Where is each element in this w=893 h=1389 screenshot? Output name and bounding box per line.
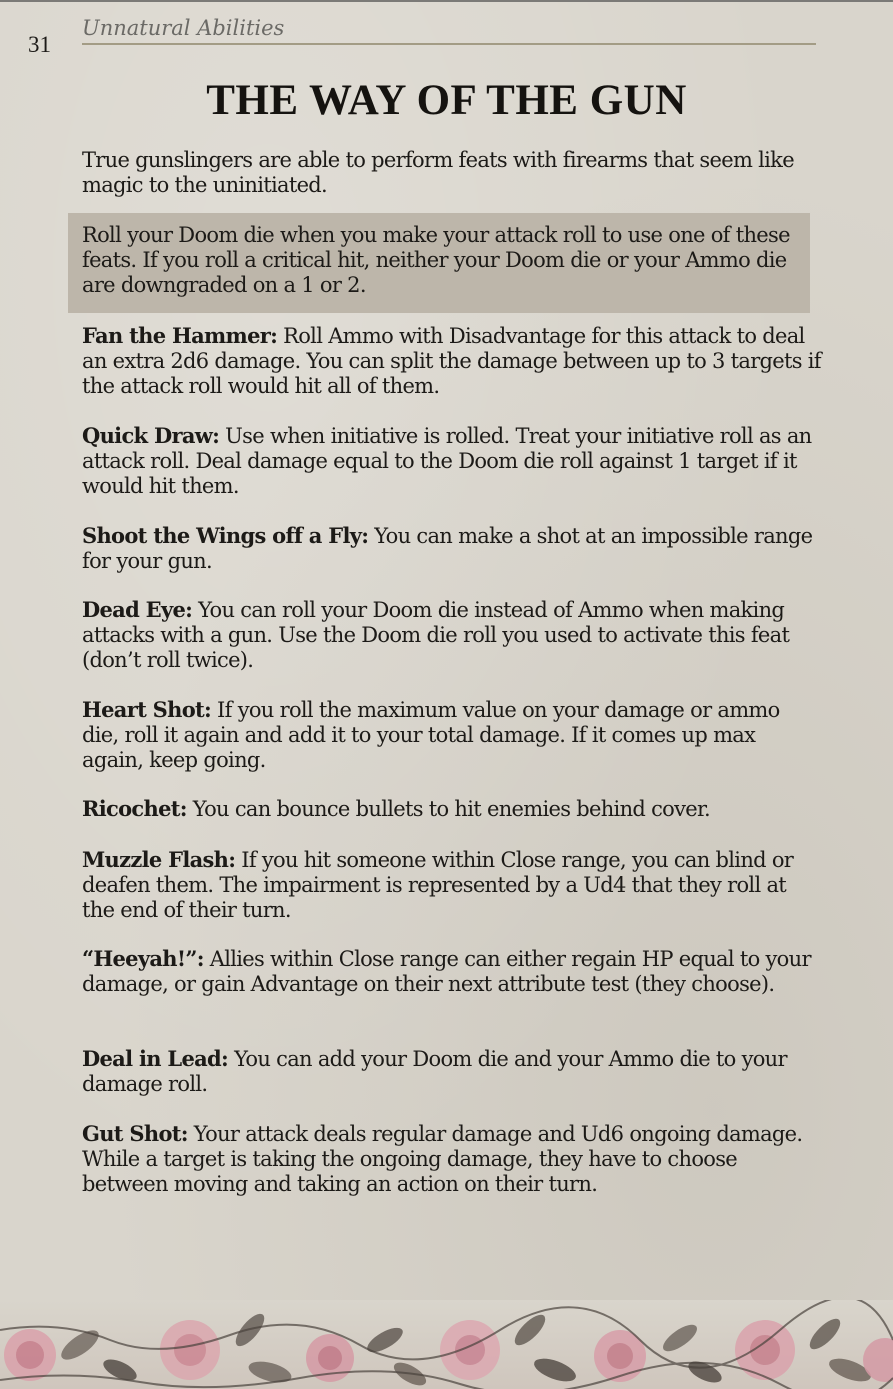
- feat-description: You can add your Doom die and your Ammo die to your damage roll.: [82, 1047, 787, 1096]
- feat-shoot-the-wings: [82, 523, 822, 574]
- feat-description: If you roll the maximum value on your damage or ammo die, roll it again and add it to your total damage. If it comes up max again, keep going.: [82, 698, 780, 772]
- feat-dead-eye: [82, 597, 822, 673]
- feat-name: Dead Eye:: [82, 597, 193, 622]
- feat-ricochet: [82, 796, 822, 822]
- feat-heart-shot: [82, 697, 822, 773]
- leaf-icon: [510, 1310, 579, 1386]
- feat-name: Fan the Hammer:: [82, 323, 278, 348]
- top-edge-line: [0, 0, 893, 2]
- rose-icon: [735, 1320, 795, 1380]
- rose-icon: [440, 1320, 500, 1380]
- feat-name: Gut Shot:: [82, 1121, 188, 1146]
- header-rule: [82, 43, 816, 45]
- running-header: Unnatural Abilities: [82, 16, 285, 40]
- feat-name: Muzzle Flash:: [82, 847, 236, 872]
- feat-name: Ricochet:: [82, 796, 187, 821]
- feat-gut-shot: [82, 1121, 822, 1197]
- feat-description: If you hit someone within Close range, you can blind or deafen them. The impairment is represented by a Ud4 that they roll at the end of their turn.: [82, 848, 794, 922]
- feat-name: Deal in Lead:: [82, 1046, 229, 1071]
- feat-description: Use when initiative is rolled. Treat your initiative roll as an attack roll. Deal damage equal to the Doom die roll against 1 target if it would hit them.: [82, 424, 812, 498]
- feat-description: You can bounce bullets to hit enemies behind cover.: [186, 797, 711, 821]
- leaf-icon: [364, 1323, 430, 1389]
- feat-deal-in-lead: [82, 1046, 822, 1097]
- rose-icon: [4, 1329, 56, 1381]
- leaf-icon: [231, 1310, 294, 1387]
- feat-name: Quick Draw:: [82, 423, 220, 448]
- intro-paragraph: True gunslingers are able to perform feats with firearms that seem like magic to the uninitiated.: [82, 148, 794, 197]
- feat-description: Roll Ammo with Disadvantage for this attack to deal an extra 2d6 damage. You can split the damage between up to 3 targets if the attack roll would hit all of them.: [82, 324, 821, 398]
- feat-quick-draw: [82, 423, 822, 499]
- feat-description: Allies within Close range can either regain HP equal to your damage, or gain Advantage on their next attribute test (they choose).: [82, 947, 811, 996]
- leaf-icon: [659, 1320, 725, 1387]
- leaf-icon: [805, 1314, 874, 1386]
- page-number: 31: [28, 32, 51, 57]
- rose-icon: [306, 1334, 354, 1382]
- rose-icon: [160, 1320, 220, 1380]
- feat-name: Shoot the Wings off a Fly:: [82, 523, 369, 548]
- feat-name: Heart Shot:: [82, 697, 212, 722]
- feat-fan-the-hammer: [82, 323, 822, 399]
- page-title: THE WAY OF THE GUN: [206, 77, 687, 124]
- callout-text: Roll your Doom die when you make your attack roll to use one of these feats. If you roll a critical hit, neither your Doom die or your Ammo die are downgraded on a 1 or 2.: [82, 223, 790, 297]
- feat-description: You can roll your Doom die instead of Ammo when making attacks with a gun. Use the Doom die roll you used to activate this feat (don’t roll twice).: [82, 598, 790, 672]
- feat-name: “Heeyah!”:: [82, 946, 204, 971]
- floral-border: [0, 1300, 893, 1389]
- feat-muzzle-flash: [82, 847, 822, 923]
- feat-heeyah: [82, 946, 822, 997]
- feat-description: Your attack deals regular damage and Ud6 ongoing damage. While a target is taking the ongoing damage, they have to choose between moving and taking an action on their turn.: [82, 1122, 803, 1196]
- feat-description: You can make a shot at an impossible range for your gun.: [82, 524, 813, 573]
- floral-illustration: [0, 1300, 893, 1389]
